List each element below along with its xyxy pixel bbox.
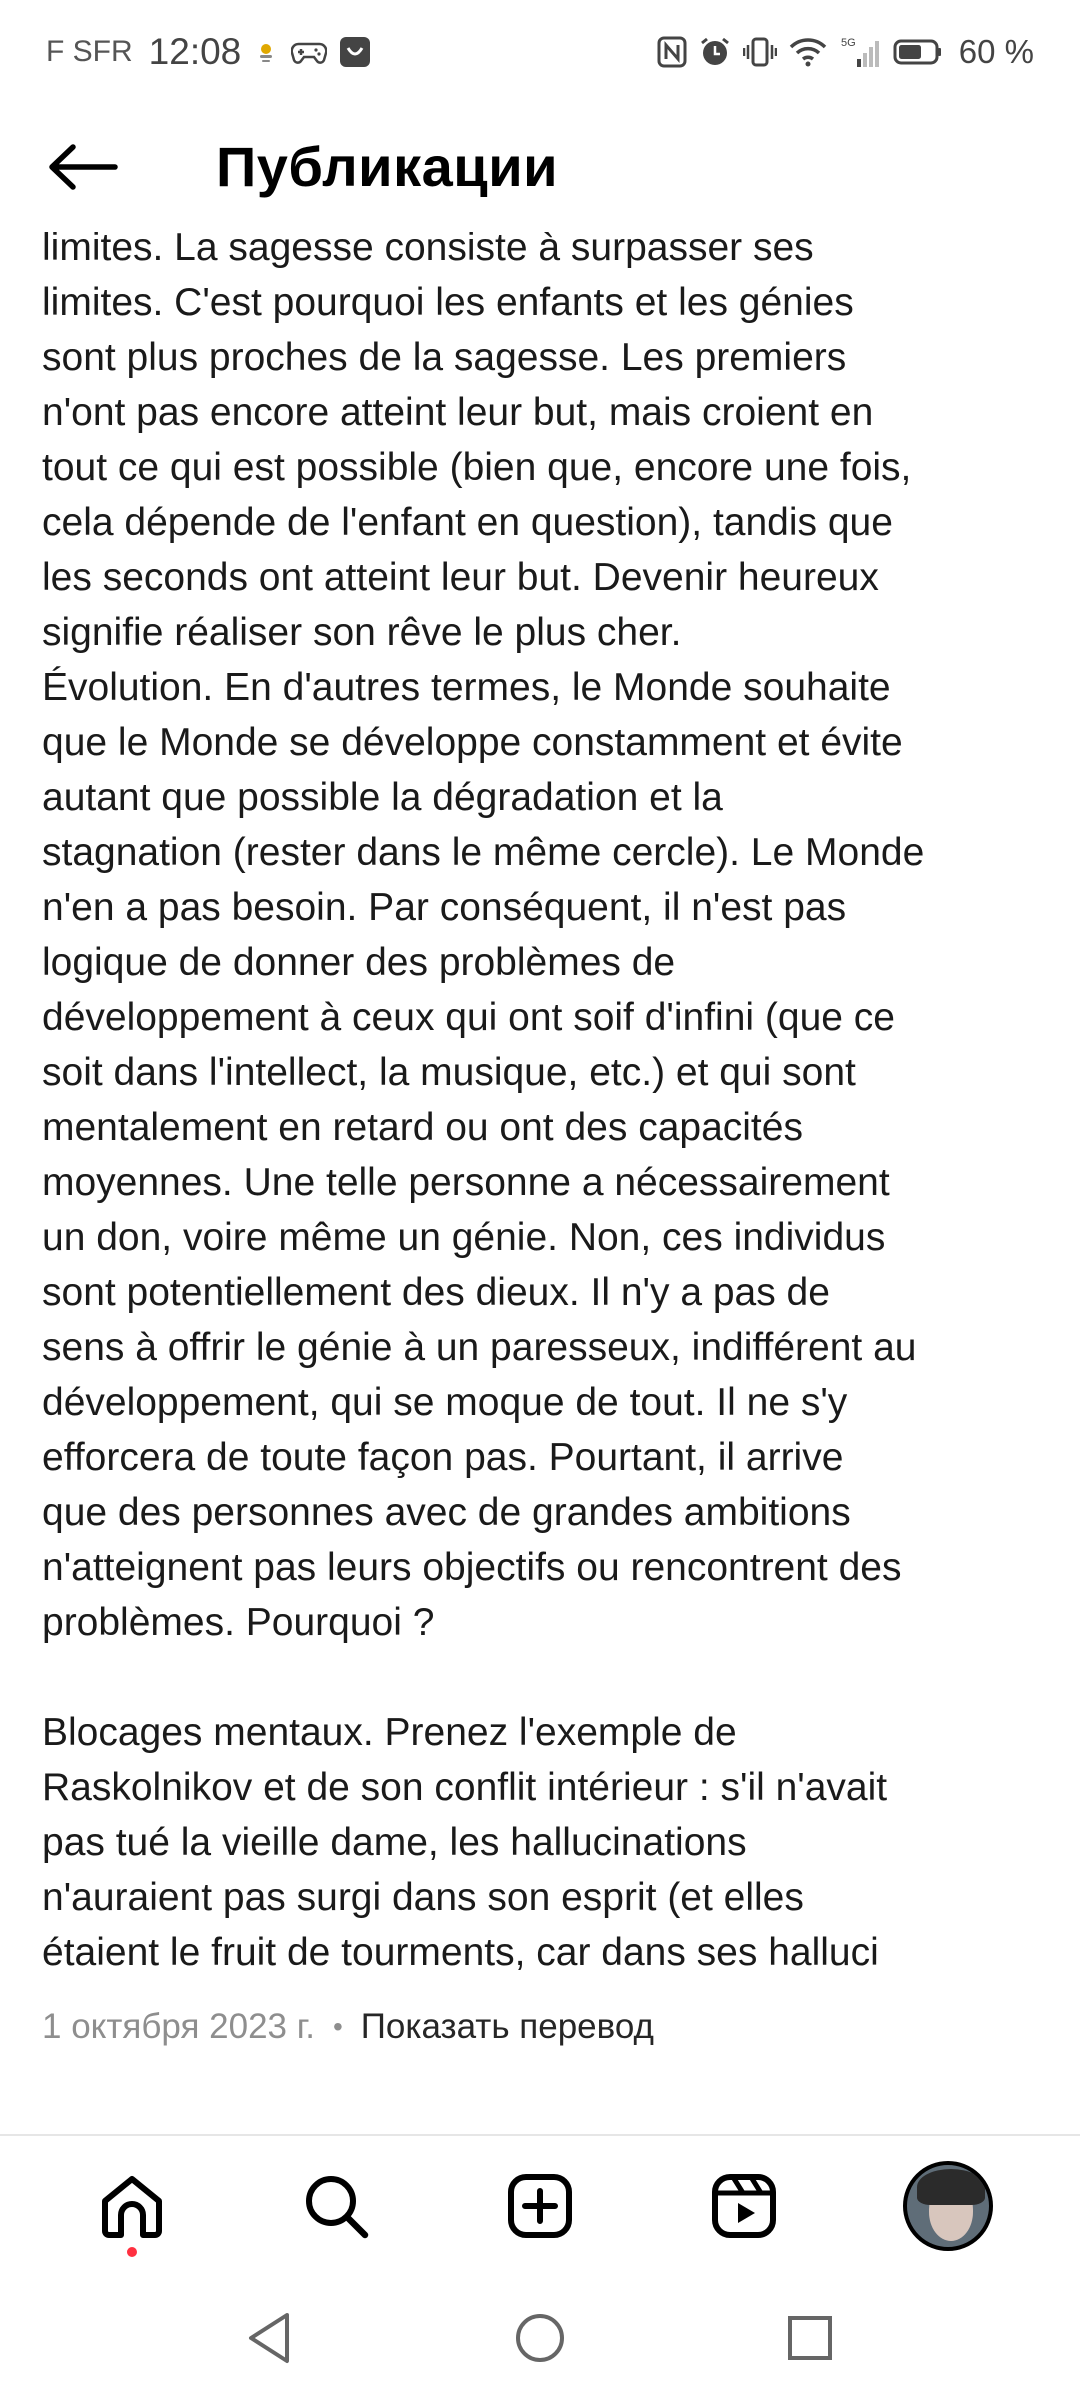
square-recents-icon — [785, 2313, 835, 2363]
caption-line: efforcera de toute façon pas. Pourtant, il arrive — [42, 1436, 844, 1479]
app-notification-icon — [339, 36, 371, 68]
carrier-label: F SFR — [46, 35, 133, 68]
caption-line: n'en a pas besoin. Par conséquent, il n'est pas — [42, 886, 847, 929]
caption-line: n'auraient pas surgi dans son esprit (et elles — [42, 1876, 804, 1919]
caption-line: sont potentiellement des dieux. Il n'y a pas de — [42, 1271, 830, 1314]
system-back-button[interactable] — [135, 2288, 405, 2388]
caption-line: logique de donner des problèmes de — [42, 941, 676, 984]
wifi-icon — [789, 37, 827, 67]
caption-line: cela dépende de l'enfant en question), tandis que — [42, 501, 893, 544]
vibrate-icon — [743, 36, 777, 68]
app-header — [0, 104, 1080, 232]
post-meta — [42, 2002, 654, 2052]
nav-search-button[interactable] — [281, 2151, 391, 2261]
caption-line: que le Monde se développe constamment et évite — [42, 721, 903, 764]
back-button[interactable] — [40, 132, 126, 202]
caption-line: développement, qui se moque de tout. Il ne s'y — [42, 1381, 848, 1424]
home-icon — [97, 2171, 167, 2241]
plus-square-icon — [505, 2171, 575, 2241]
system-home-button[interactable] — [405, 2288, 675, 2388]
weather-icon — [253, 39, 279, 65]
reels-icon — [709, 2171, 779, 2241]
post-content[interactable] — [0, 232, 1080, 1982]
page-title: Публикации — [216, 135, 559, 198]
status-bar-right — [657, 33, 1034, 71]
gamepad-icon — [291, 38, 327, 66]
caption-line: soit dans l'intellect, la musique, etc.) et qui sont — [42, 1051, 856, 1094]
caption-line: Raskolnikov et de son conflit intérieur : s'il n'avait — [42, 1766, 888, 1809]
caption-line: développement à ceux qui ont soif d'infini (que ce — [42, 996, 895, 1039]
caption-line: sens à offrir le génie à un paresseux, indifférent au — [42, 1326, 917, 1369]
caption-line: limites. La sagesse consiste à surpasser ses — [42, 232, 814, 269]
post-caption — [42, 232, 1052, 1980]
caption-line: les seconds ont atteint leur but. Devenir heureux — [42, 556, 879, 599]
meta-separator: • — [332, 2011, 343, 2042]
network-type-label: 5G — [840, 37, 856, 49]
caption-line: sont plus proches de la sagesse. Les premiers — [42, 336, 847, 379]
clock: 12:08 — [148, 31, 242, 72]
system-recents-button[interactable] — [675, 2288, 945, 2388]
caption-line: stagnation (rester dans le même cercle). Le Monde — [42, 831, 925, 874]
caption-line: autant que possible la dégradation et la — [42, 776, 723, 819]
caption-line: n'ont pas encore atteint leur but, mais croient en — [42, 391, 874, 434]
caption-line: un don, voire même un génie. Non, ces individus — [42, 1216, 886, 1259]
nav-profile-button[interactable] — [893, 2151, 1003, 2261]
caption-line: Blocages mentaux. Prenez l'exemple de — [42, 1711, 737, 1754]
search-icon — [301, 2171, 371, 2241]
caption-line: que des personnes avec de grandes ambitions — [42, 1491, 851, 1534]
status-bar-left — [46, 31, 371, 73]
caption-line: signifie réaliser son rêve le plus cher. — [42, 611, 682, 654]
circle-home-icon — [513, 2311, 567, 2365]
arrow-left-icon — [47, 143, 119, 191]
notification-dot — [127, 2247, 137, 2257]
post-date: 1 октября 2023 г. — [42, 2007, 315, 2046]
avatar-hair — [917, 2169, 985, 2205]
show-translation-link[interactable]: Показать перевод — [360, 2007, 654, 2046]
system-navigation — [0, 2276, 1080, 2400]
caption-line: tout ce qui est possible (bien que, encore une fois, — [42, 446, 912, 489]
nav-reels-button[interactable] — [689, 2151, 799, 2261]
bottom-navigation — [0, 2136, 1080, 2276]
nfc-icon — [657, 36, 687, 68]
caption-line: moyennes. Une telle personne a nécessairement — [42, 1161, 890, 1204]
alarm-icon — [699, 36, 731, 68]
caption-line: problèmes. Pourquoi ? — [42, 1601, 435, 1644]
paragraph-gap — [42, 1650, 1052, 1705]
avatar — [903, 2161, 993, 2251]
battery-percentage: 60 % — [958, 33, 1034, 70]
battery-icon — [893, 38, 943, 66]
status-bar — [0, 0, 1080, 104]
caption-line: Évolution. En d'autres termes, le Monde souhaite — [42, 666, 891, 709]
signal-icon — [839, 35, 881, 69]
caption-line: pas tué la vieille dame, les hallucinations — [42, 1821, 747, 1864]
caption-line: étaient le fruit de tourments, car dans ses halluci — [42, 1931, 879, 1974]
caption-line: n'atteignent pas leurs objectifs ou rencontrent des — [42, 1546, 902, 1589]
nav-home-button[interactable] — [77, 2151, 187, 2261]
triangle-back-icon — [245, 2311, 295, 2365]
nav-create-button[interactable] — [485, 2151, 595, 2261]
caption-line: mentalement en retard ou ont des capacités — [42, 1106, 803, 1149]
caption-line: limites. C'est pourquoi les enfants et les génies — [42, 281, 854, 324]
